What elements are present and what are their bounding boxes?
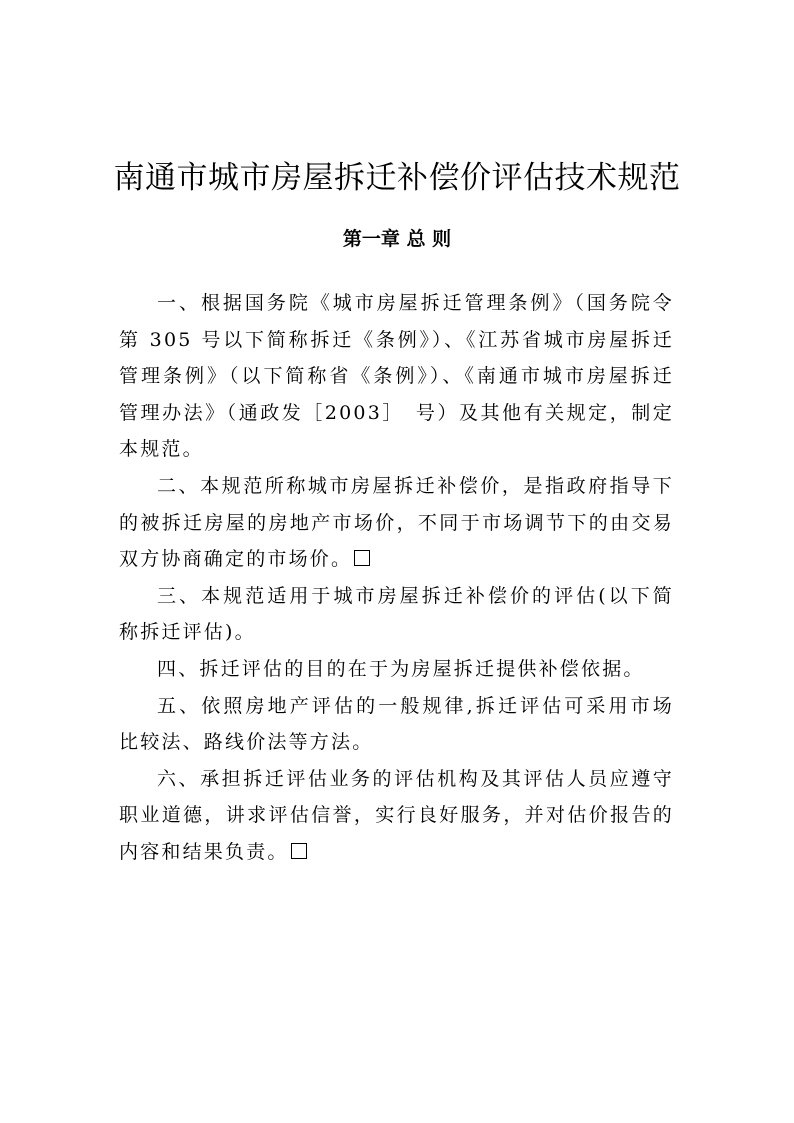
paragraph-4 bbox=[119, 651, 674, 688]
document-body bbox=[119, 285, 674, 871]
paragraph-2-text: 二、本规范所称城市房屋拆迁补偿价，是指政府指导下的被拆迁房屋的房地产市场价，不同于市场调节下的由交易双方协商确定的市场价。 bbox=[119, 474, 674, 571]
paragraph-3-text: 三、本规范适用于城市房屋拆迁补偿价的评估(以下简称拆迁评估)。 bbox=[119, 584, 674, 644]
paragraph-2 bbox=[119, 468, 674, 578]
paragraph-4-text: 四、拆迁评估的目的在于为房屋拆迁提供补偿依据。 bbox=[157, 657, 645, 680]
paragraph-1-text: 一、根据国务院《城市房屋拆迁管理条例》（国务院令第 305 号以下简称拆迁《条例》）、《江苏省城市房屋拆迁管理条例》（以下简称省《条例》）、《南通市城市房屋拆迁管理办法》（通政发［2003］ 号）及其他有关规定，制定本规范。 bbox=[119, 292, 674, 461]
paragraph-6 bbox=[119, 761, 674, 871]
chapter-heading: 第一章 总 则 bbox=[342, 228, 452, 250]
paragraph-1 bbox=[119, 285, 674, 468]
paragraph-5 bbox=[119, 688, 674, 761]
empty-square-mark bbox=[291, 843, 307, 859]
paragraph-5-text: 五、依照房地产评估的一般规律,拆迁评估可采用市场比较法、路线价法等方法。 bbox=[119, 694, 674, 754]
paragraph-6-text: 六、承担拆迁评估业务的评估机构及其评估人员应遵守职业道德，讲求评估信誉，实行良好服务，并对估价报告的内容和结果负责。 bbox=[119, 767, 674, 863]
document-title: 南通市城市房屋拆迁补偿价评估技术规范 bbox=[113, 160, 681, 196]
paragraph-3 bbox=[119, 578, 674, 651]
empty-square-mark bbox=[354, 550, 370, 566]
